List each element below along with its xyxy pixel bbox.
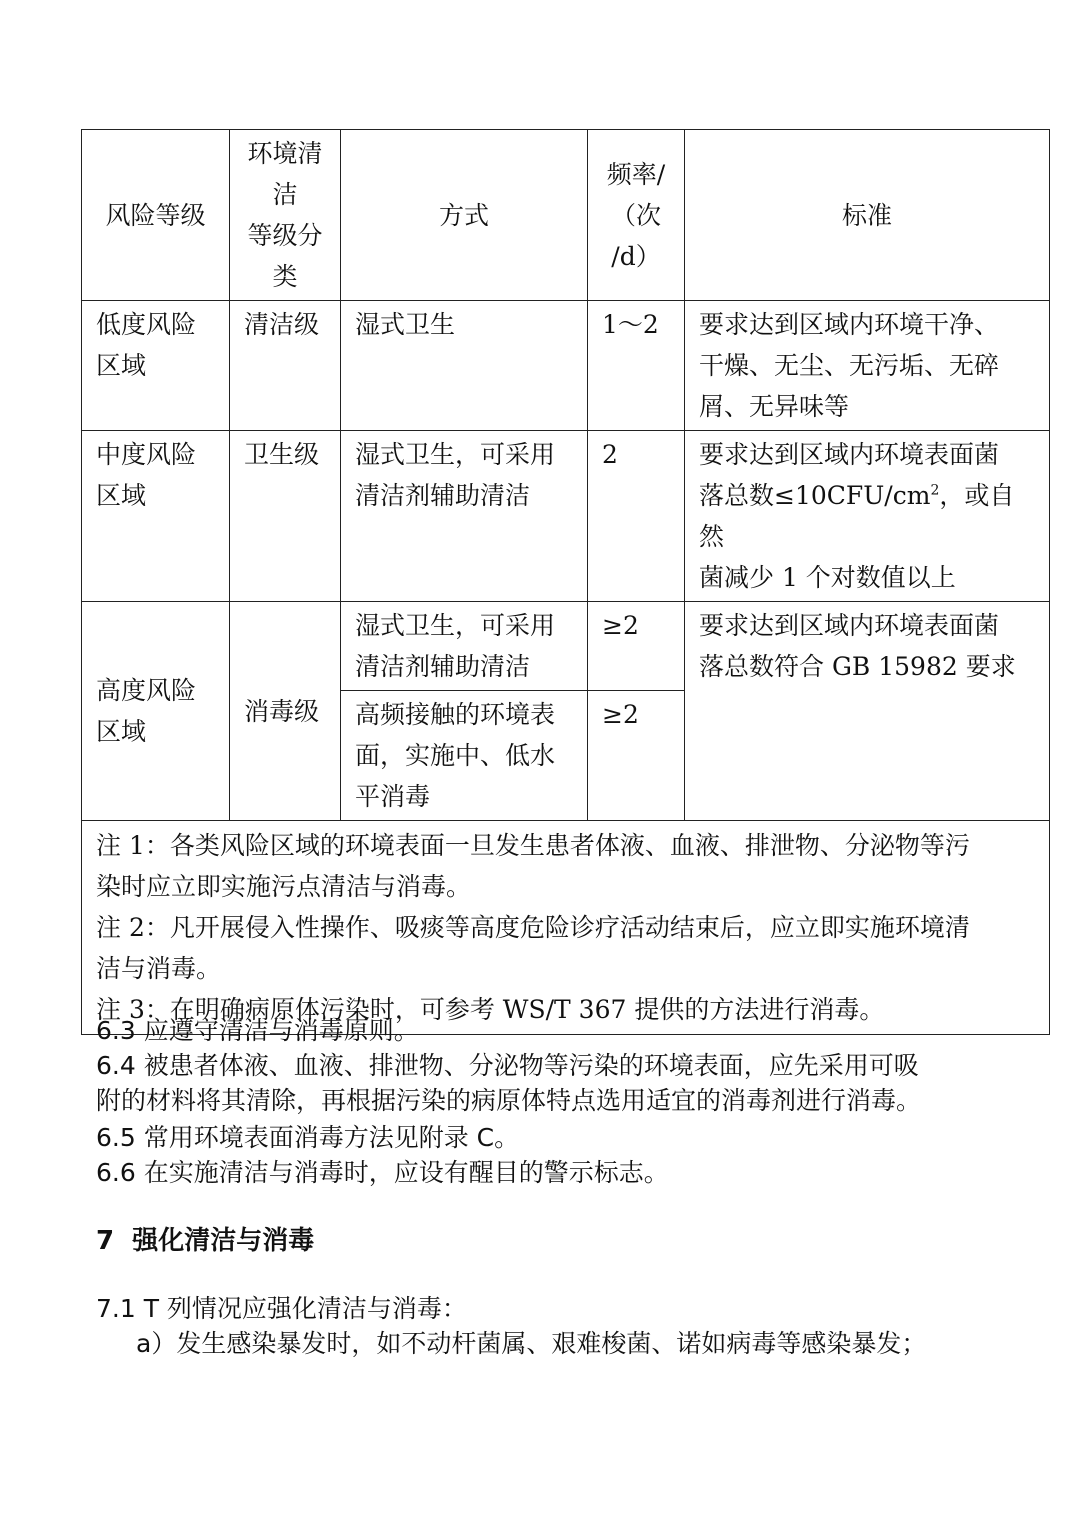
low-method: 湿式卫生 xyxy=(341,301,588,431)
table-notes: 注 1：各类风险区域的环境表面一旦发生患者体液、血液、排泄物、分泌物等污 染时应立即实施污点清洁与消毒。 注 2：凡开展侵入性操作、吸痰等高度危险诊疗活动结束后，应立即实施环境清 洁与消毒。 注 3：在明确病原体污染时，可参考 WS/T 367 提供的方法进行消毒。 xyxy=(82,821,1050,1035)
table-row-high-risk xyxy=(82,602,1050,691)
clause-6-4: 6.4 被患者体液、血液、排泄物、分泌物等污染的环境表面，应先采用可吸 附的材料将其清除，再根据污染的病原体特点选用适宜的消毒剂进行消毒。 xyxy=(96,1051,922,1115)
clause-7-1: 7.1 T 列情况应强化清洁与消毒： xyxy=(96,1294,467,1323)
header-method: 方式 xyxy=(341,130,588,301)
table-row-low-risk xyxy=(82,301,1050,431)
clause-6-5: 6.5 常用环境表面消毒方法见附录 C。 xyxy=(96,1123,520,1152)
header-clean-level: 环境清 洁 等级分 类 xyxy=(230,130,341,301)
note-3: 注 3：在明确病原体污染时，可参考 WS/T 367 提供的方法进行消毒。 xyxy=(96,995,885,1024)
clause-7-1-item-a: a）发生感染暴发时，如不动杆菌属、艰难梭菌、诺如病毒等感染暴发； xyxy=(136,1329,927,1358)
header-risk-level: 风险等级 xyxy=(82,130,230,301)
table-row-mid-risk xyxy=(82,431,1050,602)
clause-6-3: 6.3 应遵守清洁与消毒原则。 xyxy=(96,1016,419,1045)
table-header-row xyxy=(82,130,1050,301)
mid-standard-cont: ，或自然 xyxy=(699,481,1015,551)
high-frequency-2: ≥2 xyxy=(588,691,685,821)
clause-6-6: 6.6 在实施清洁与消毒时，应设有醒目的警示标志。 xyxy=(96,1158,669,1187)
low-clean-level: 清洁级 xyxy=(230,301,341,431)
low-frequency: 1～2 xyxy=(588,301,685,431)
low-risk-area: 低度风险 区域 xyxy=(82,301,230,431)
high-standard: 要求达到区域内环境表面菌 落总数符合 GB 15982 要求 xyxy=(685,602,1050,821)
table-notes-row xyxy=(82,821,1050,1035)
high-method-2: 高频接触的环境表 面，实施中、低水 平消毒 xyxy=(341,691,588,821)
mid-standard-limit: 落总数≤10CFU/cm xyxy=(699,481,931,510)
header-frequency: 频率/ （次 /d） xyxy=(588,130,685,301)
section-7-heading: 7 强化清洁与消毒 xyxy=(96,1226,315,1256)
mid-method: 湿式卫生，可采用 清洁剂辅助清洁 xyxy=(341,431,588,602)
header-standard: 标准 xyxy=(685,130,1050,301)
mid-frequency: 2 xyxy=(588,431,685,602)
high-method-1: 湿式卫生，可采用 清洁剂辅助清洁 xyxy=(341,602,588,691)
risk-level-table xyxy=(81,129,1050,1035)
unit-exponent: 2 xyxy=(930,482,940,499)
mid-risk-area: 中度风险 区域 xyxy=(82,431,230,602)
note-2: 注 2：凡开展侵入性操作、吸痰等高度危险诊疗活动结束后，应立即实施环境清 xyxy=(96,913,970,942)
high-frequency-1: ≥2 xyxy=(588,602,685,691)
high-clean-level: 消毒级 xyxy=(230,602,341,821)
low-standard: 要求达到区域内环境干净、 干燥、无尘、无污垢、无碎 屑、无异味等 xyxy=(685,301,1050,431)
note-1: 注 1：各类风险区域的环境表面一旦发生患者体液、血液、排泄物、分泌物等污 xyxy=(96,831,970,860)
mid-clean-level: 卫生级 xyxy=(230,431,341,602)
high-risk-area: 高度风险 区域 xyxy=(82,602,230,821)
mid-standard: 要求达到区域内环境表面菌 落总数$\le 10CFU/cm^2$，或自然 菌减少 1 个对数值以上 xyxy=(685,431,1050,602)
